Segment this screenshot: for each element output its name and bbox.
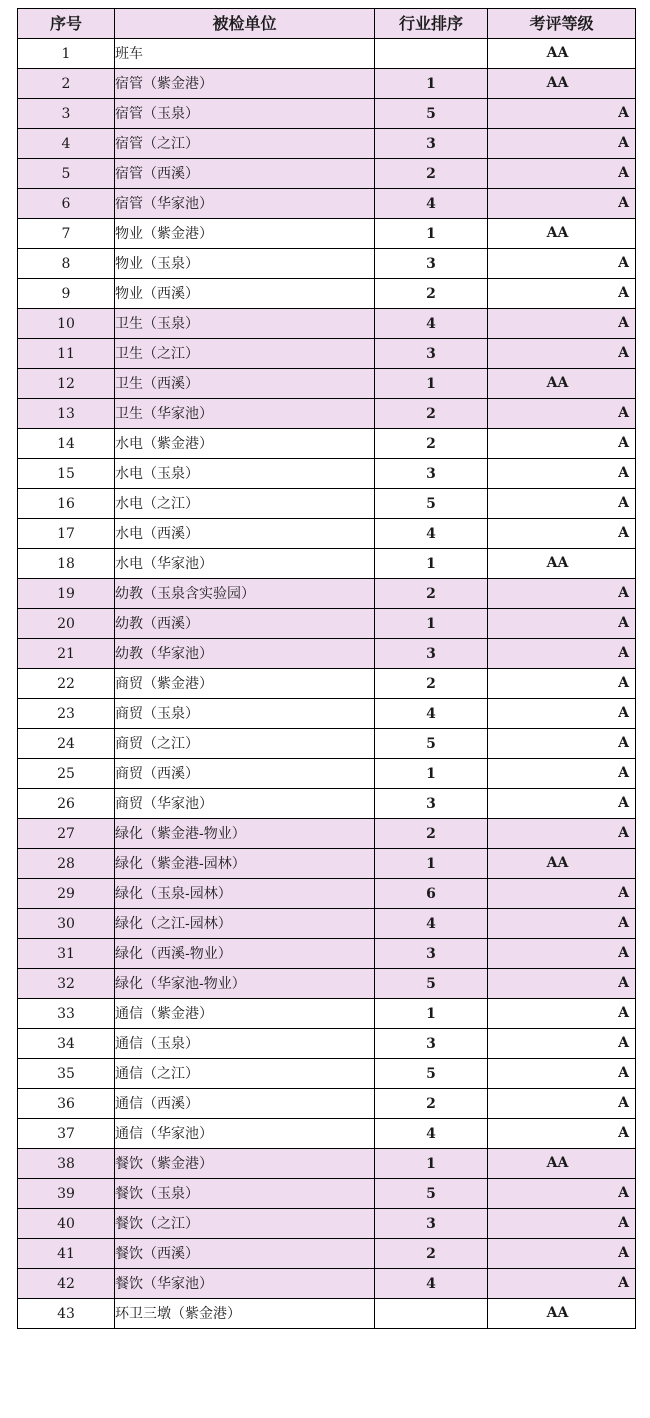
row-index-cell: 28 <box>18 849 115 879</box>
table-row <box>18 39 636 69</box>
row-grade-cell: AA <box>488 849 636 879</box>
row-unit-cell: 水电（玉泉） <box>115 459 375 489</box>
row-rank-cell: 3 <box>375 459 488 489</box>
row-rank-cell: 4 <box>375 189 488 219</box>
table-row <box>18 819 636 849</box>
row-rank-cell: 5 <box>375 99 488 129</box>
row-unit-cell: 绿化（紫金港-物业） <box>115 819 375 849</box>
row-index-cell: 2 <box>18 69 115 99</box>
row-index-cell: 5 <box>18 159 115 189</box>
table-row <box>18 729 636 759</box>
row-index-cell: 1 <box>18 39 115 69</box>
row-rank-cell: 1 <box>375 69 488 99</box>
row-rank-cell: 2 <box>375 1239 488 1269</box>
row-grade-cell: A <box>488 639 636 669</box>
table-row <box>18 1029 636 1059</box>
table-row <box>18 279 636 309</box>
row-rank-cell: 1 <box>375 999 488 1029</box>
row-index-cell: 13 <box>18 399 115 429</box>
table-row <box>18 489 636 519</box>
row-index-cell: 17 <box>18 519 115 549</box>
row-unit-cell: 水电（紫金港） <box>115 429 375 459</box>
row-rank-cell: 1 <box>375 369 488 399</box>
row-index-cell: 38 <box>18 1149 115 1179</box>
table-row <box>18 639 636 669</box>
row-grade-cell: A <box>488 279 636 309</box>
row-rank-cell: 3 <box>375 639 488 669</box>
row-unit-cell: 卫生（西溪） <box>115 369 375 399</box>
table-row <box>18 609 636 639</box>
row-unit-cell: 餐饮（西溪） <box>115 1239 375 1269</box>
row-rank-cell: 2 <box>375 399 488 429</box>
row-unit-cell: 物业（紫金港） <box>115 219 375 249</box>
row-unit-cell: 通信（华家池） <box>115 1119 375 1149</box>
row-index-cell: 9 <box>18 279 115 309</box>
row-unit-cell: 卫生（华家池） <box>115 399 375 429</box>
row-unit-cell: 餐饮（紫金港） <box>115 1149 375 1179</box>
table-row <box>18 579 636 609</box>
row-index-cell: 23 <box>18 699 115 729</box>
row-unit-cell: 绿化（玉泉-园林） <box>115 879 375 909</box>
row-grade-cell: AA <box>488 549 636 579</box>
row-grade-cell: AA <box>488 219 636 249</box>
row-unit-cell: 绿化（紫金港-园林） <box>115 849 375 879</box>
row-unit-cell: 商贸（西溪） <box>115 759 375 789</box>
row-rank-cell: 2 <box>375 429 488 459</box>
row-rank-cell: 3 <box>375 1029 488 1059</box>
row-index-cell: 31 <box>18 939 115 969</box>
table-row <box>18 1179 636 1209</box>
row-unit-cell: 宿管（之江） <box>115 129 375 159</box>
row-index-cell: 32 <box>18 969 115 999</box>
row-unit-cell: 通信（西溪） <box>115 1089 375 1119</box>
table-row <box>18 909 636 939</box>
row-grade-cell: AA <box>488 69 636 99</box>
row-index-cell: 43 <box>18 1299 115 1329</box>
row-rank-cell: 4 <box>375 519 488 549</box>
row-index-cell: 42 <box>18 1269 115 1299</box>
row-grade-cell: A <box>488 489 636 519</box>
row-index-cell: 40 <box>18 1209 115 1239</box>
row-index-cell: 21 <box>18 639 115 669</box>
table-row <box>18 1059 636 1089</box>
row-unit-cell: 绿化（之江-园林） <box>115 909 375 939</box>
row-index-cell: 14 <box>18 429 115 459</box>
row-index-cell: 26 <box>18 789 115 819</box>
row-rank-cell: 3 <box>375 129 488 159</box>
table-row <box>18 159 636 189</box>
row-grade-cell: A <box>488 669 636 699</box>
row-rank-cell: 1 <box>375 609 488 639</box>
header-row <box>18 9 636 39</box>
row-index-cell: 25 <box>18 759 115 789</box>
row-rank-cell: 1 <box>375 549 488 579</box>
table-row <box>18 1119 636 1149</box>
row-rank-cell: 3 <box>375 339 488 369</box>
row-grade-cell: A <box>488 1119 636 1149</box>
row-rank-cell: 4 <box>375 699 488 729</box>
row-unit-cell: 幼教（华家池） <box>115 639 375 669</box>
row-grade-cell: A <box>488 1269 636 1299</box>
table-row <box>18 69 636 99</box>
row-rank-cell: 4 <box>375 309 488 339</box>
row-unit-cell: 卫生（之江） <box>115 339 375 369</box>
row-grade-cell: A <box>488 99 636 129</box>
header-index: 序号 <box>18 9 115 39</box>
row-unit-cell: 物业（西溪） <box>115 279 375 309</box>
row-unit-cell: 宿管（玉泉） <box>115 99 375 129</box>
row-index-cell: 4 <box>18 129 115 159</box>
row-unit-cell: 水电（西溪） <box>115 519 375 549</box>
table-row <box>18 1269 636 1299</box>
row-grade-cell: A <box>488 1059 636 1089</box>
table-row <box>18 669 636 699</box>
row-grade-cell: A <box>488 879 636 909</box>
row-index-cell: 24 <box>18 729 115 759</box>
row-grade-cell: A <box>488 609 636 639</box>
row-grade-cell: A <box>488 429 636 459</box>
table-row <box>18 879 636 909</box>
row-index-cell: 10 <box>18 309 115 339</box>
row-index-cell: 7 <box>18 219 115 249</box>
row-rank-cell: 3 <box>375 1209 488 1239</box>
row-unit-cell: 宿管（西溪） <box>115 159 375 189</box>
row-index-cell: 30 <box>18 909 115 939</box>
table-row <box>18 1239 636 1269</box>
table-body <box>18 39 636 1329</box>
row-grade-cell: A <box>488 699 636 729</box>
row-grade-cell: A <box>488 339 636 369</box>
row-grade-cell: A <box>488 759 636 789</box>
row-rank-cell: 1 <box>375 759 488 789</box>
row-unit-cell: 商贸（玉泉） <box>115 699 375 729</box>
table-row <box>18 339 636 369</box>
row-unit-cell: 物业（玉泉） <box>115 249 375 279</box>
row-index-cell: 35 <box>18 1059 115 1089</box>
table-row <box>18 789 636 819</box>
row-rank-cell: 5 <box>375 1179 488 1209</box>
row-unit-cell: 商贸（之江） <box>115 729 375 759</box>
row-grade-cell: A <box>488 249 636 279</box>
row-index-cell: 37 <box>18 1119 115 1149</box>
row-rank-cell <box>375 39 488 69</box>
row-index-cell: 18 <box>18 549 115 579</box>
table-row <box>18 759 636 789</box>
row-grade-cell: AA <box>488 1299 636 1329</box>
table-row <box>18 399 636 429</box>
row-grade-cell: A <box>488 399 636 429</box>
row-grade-cell: A <box>488 189 636 219</box>
row-grade-cell: A <box>488 729 636 759</box>
row-index-cell: 29 <box>18 879 115 909</box>
row-grade-cell: A <box>488 579 636 609</box>
table-row <box>18 1209 636 1239</box>
row-index-cell: 8 <box>18 249 115 279</box>
row-unit-cell: 通信（之江） <box>115 1059 375 1089</box>
table-row <box>18 849 636 879</box>
row-grade-cell: A <box>488 1209 636 1239</box>
row-index-cell: 3 <box>18 99 115 129</box>
table-row <box>18 519 636 549</box>
row-grade-cell: A <box>488 909 636 939</box>
row-grade-cell: A <box>488 1179 636 1209</box>
row-grade-cell: A <box>488 819 636 849</box>
row-index-cell: 12 <box>18 369 115 399</box>
row-index-cell: 11 <box>18 339 115 369</box>
row-rank-cell: 5 <box>375 969 488 999</box>
row-unit-cell: 卫生（玉泉） <box>115 309 375 339</box>
row-grade-cell: A <box>488 999 636 1029</box>
row-rank-cell: 3 <box>375 789 488 819</box>
row-grade-cell: A <box>488 159 636 189</box>
header-grade: 考评等级 <box>488 9 636 39</box>
row-rank-cell: 3 <box>375 939 488 969</box>
row-grade-cell: A <box>488 789 636 819</box>
row-unit-cell: 绿化（西溪-物业） <box>115 939 375 969</box>
row-rank-cell: 2 <box>375 819 488 849</box>
row-unit-cell: 水电（华家池） <box>115 549 375 579</box>
row-rank-cell: 1 <box>375 1149 488 1179</box>
row-rank-cell: 5 <box>375 1059 488 1089</box>
row-unit-cell: 幼教（玉泉含实验园） <box>115 579 375 609</box>
table-row <box>18 369 636 399</box>
row-grade-cell: A <box>488 939 636 969</box>
row-unit-cell: 商贸（华家池） <box>115 789 375 819</box>
row-unit-cell: 餐饮（华家池） <box>115 1269 375 1299</box>
row-index-cell: 15 <box>18 459 115 489</box>
row-unit-cell: 绿化（华家池-物业） <box>115 969 375 999</box>
table-row <box>18 1149 636 1179</box>
row-rank-cell: 2 <box>375 579 488 609</box>
table-row <box>18 699 636 729</box>
table-row <box>18 999 636 1029</box>
table-row <box>18 429 636 459</box>
row-unit-cell: 环卫三墩（紫金港） <box>115 1299 375 1329</box>
table-row <box>18 1089 636 1119</box>
row-unit-cell: 幼教（西溪） <box>115 609 375 639</box>
row-index-cell: 16 <box>18 489 115 519</box>
table-row <box>18 99 636 129</box>
row-rank-cell: 4 <box>375 909 488 939</box>
row-unit-cell: 商贸（紫金港） <box>115 669 375 699</box>
table-row <box>18 249 636 279</box>
row-index-cell: 27 <box>18 819 115 849</box>
row-rank-cell: 4 <box>375 1119 488 1149</box>
row-index-cell: 39 <box>18 1179 115 1209</box>
row-rank-cell: 5 <box>375 489 488 519</box>
row-grade-cell: A <box>488 129 636 159</box>
row-rank-cell: 3 <box>375 249 488 279</box>
table-row <box>18 549 636 579</box>
table-row <box>18 309 636 339</box>
row-rank-cell: 1 <box>375 219 488 249</box>
row-index-cell: 34 <box>18 1029 115 1059</box>
row-rank-cell: 4 <box>375 1269 488 1299</box>
row-rank-cell: 2 <box>375 279 488 309</box>
row-index-cell: 6 <box>18 189 115 219</box>
row-index-cell: 19 <box>18 579 115 609</box>
row-unit-cell: 通信（紫金港） <box>115 999 375 1029</box>
row-rank-cell <box>375 1299 488 1329</box>
row-unit-cell: 水电（之江） <box>115 489 375 519</box>
row-grade-cell: A <box>488 1239 636 1269</box>
table-row <box>18 969 636 999</box>
row-index-cell: 36 <box>18 1089 115 1119</box>
row-rank-cell: 2 <box>375 1089 488 1119</box>
row-unit-cell: 宿管（紫金港） <box>115 69 375 99</box>
row-grade-cell: A <box>488 1089 636 1119</box>
row-index-cell: 20 <box>18 609 115 639</box>
row-grade-cell: AA <box>488 39 636 69</box>
header-unit: 被检单位 <box>115 9 375 39</box>
row-index-cell: 41 <box>18 1239 115 1269</box>
row-rank-cell: 2 <box>375 669 488 699</box>
row-grade-cell: A <box>488 1029 636 1059</box>
row-grade-cell: AA <box>488 369 636 399</box>
row-grade-cell: A <box>488 519 636 549</box>
row-unit-cell: 班车 <box>115 39 375 69</box>
table-row <box>18 219 636 249</box>
row-unit-cell: 餐饮（之江） <box>115 1209 375 1239</box>
row-rank-cell: 1 <box>375 849 488 879</box>
table-row <box>18 939 636 969</box>
table-row <box>18 129 636 159</box>
row-rank-cell: 2 <box>375 159 488 189</box>
table-row <box>18 459 636 489</box>
row-index-cell: 22 <box>18 669 115 699</box>
row-unit-cell: 餐饮（玉泉） <box>115 1179 375 1209</box>
row-unit-cell: 通信（玉泉） <box>115 1029 375 1059</box>
row-grade-cell: A <box>488 459 636 489</box>
header-rank: 行业排序 <box>375 9 488 39</box>
row-rank-cell: 6 <box>375 879 488 909</box>
row-unit-cell: 宿管（华家池） <box>115 189 375 219</box>
row-rank-cell: 5 <box>375 729 488 759</box>
row-grade-cell: A <box>488 309 636 339</box>
row-index-cell: 33 <box>18 999 115 1029</box>
table-row <box>18 1299 636 1329</box>
row-grade-cell: A <box>488 969 636 999</box>
evaluation-table <box>17 8 636 1329</box>
row-grade-cell: AA <box>488 1149 636 1179</box>
table-row <box>18 189 636 219</box>
